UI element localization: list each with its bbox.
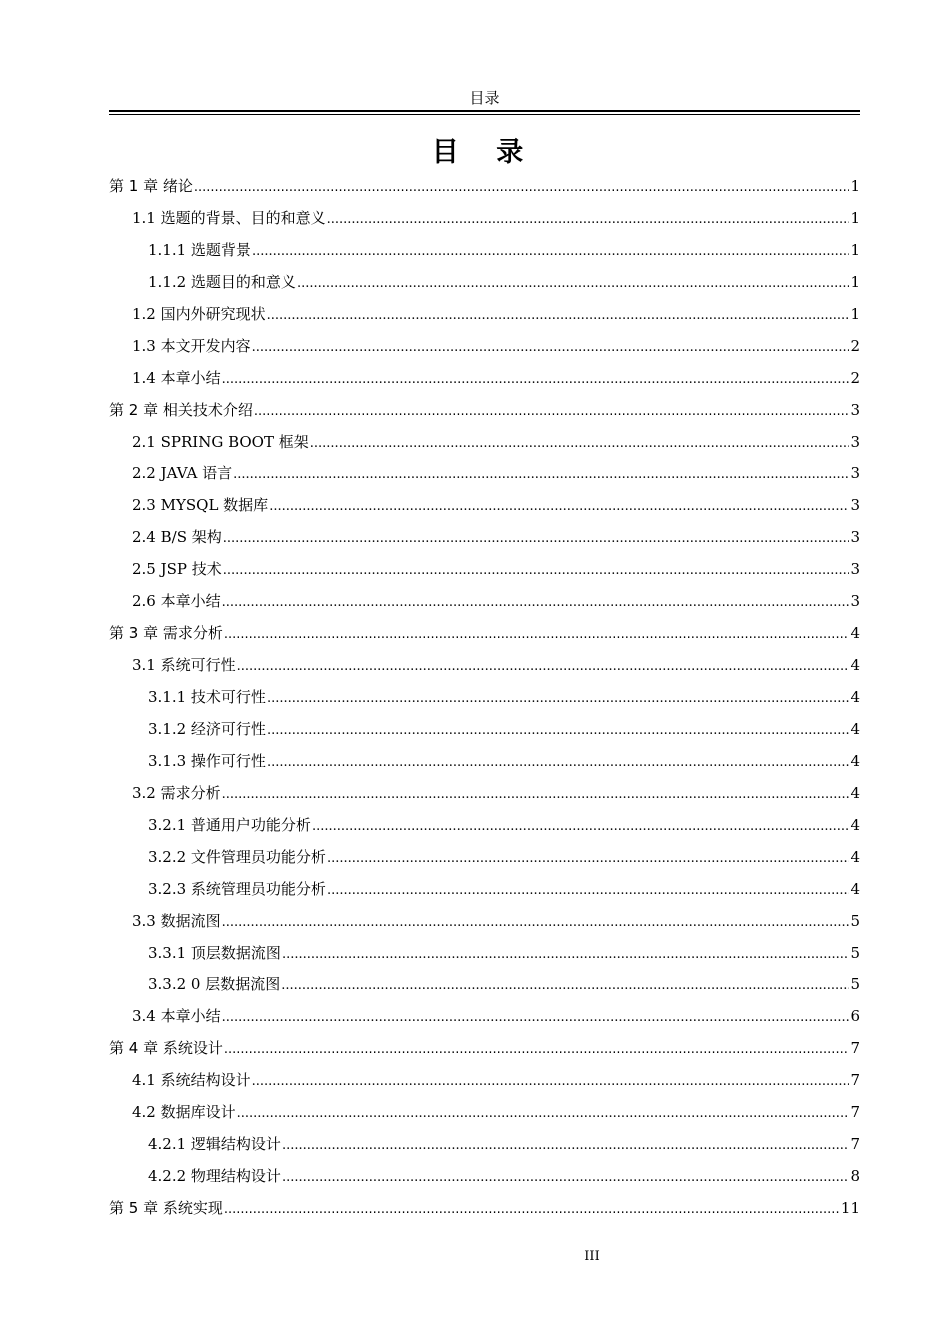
- toc-entry-page: 4: [850, 847, 860, 866]
- toc-entry-label: 3.2.3 系统管理员功能分析: [148, 879, 326, 898]
- table-of-contents: [109, 171, 860, 1225]
- toc-dot-leader: [267, 746, 850, 779]
- toc-dot-leader: [310, 427, 850, 460]
- toc-entry-label: 第 5 章 系统实现: [109, 1199, 223, 1217]
- toc-entry[interactable]: [109, 874, 860, 906]
- toc-entry[interactable]: [109, 395, 860, 427]
- toc-entry[interactable]: [109, 650, 860, 682]
- toc-entry-page: 1: [850, 177, 860, 195]
- toc-entry[interactable]: [109, 554, 860, 586]
- toc-entry-label: 2.1 SPRING BOOT 框架: [132, 432, 309, 451]
- toc-entry[interactable]: [109, 746, 860, 778]
- toc-entry-label: 第 4 章 系统设计: [109, 1039, 223, 1058]
- toc-entry-page: 1: [850, 208, 860, 227]
- toc-entry-label: 第 1 章 绪论: [109, 177, 193, 195]
- toc-entry-label: 3.1 系统可行性: [132, 656, 236, 675]
- toc-entry-label: 4.2.1 逻辑结构设计: [148, 1135, 281, 1154]
- toc-entry-label: 3.2.2 文件管理员功能分析: [148, 847, 326, 866]
- toc-entry-page: 4: [850, 783, 860, 802]
- toc-entry-page: 7: [850, 1039, 860, 1058]
- toc-entry-label: 3.1.1 技术可行性: [148, 688, 266, 706]
- toc-entry[interactable]: [109, 810, 860, 842]
- toc-entry[interactable]: [109, 490, 860, 522]
- toc-entry-page: 5: [850, 975, 860, 994]
- toc-entry-page: 3: [850, 432, 860, 451]
- toc-dot-leader: [327, 874, 850, 907]
- toc-entry-label: 2.4 B/S 架构: [132, 528, 222, 547]
- running-header: 目录: [469, 89, 500, 107]
- toc-entry-page: 4: [850, 656, 860, 675]
- toc-entry-page: 4: [850, 688, 860, 706]
- toc-title: 目 录: [431, 137, 538, 168]
- toc-entry-page: 3: [850, 592, 860, 611]
- toc-entry-page: 4: [850, 751, 860, 770]
- toc-dot-leader: [222, 586, 850, 619]
- toc-entry[interactable]: [109, 1129, 860, 1161]
- toc-dot-leader: [252, 1065, 850, 1098]
- toc-entry-label: 4.1 系统结构设计: [132, 1071, 251, 1090]
- toc-dot-leader: [269, 490, 849, 523]
- toc-dot-leader: [194, 171, 850, 204]
- toc-dot-leader: [282, 1129, 850, 1162]
- toc-dot-leader: [312, 810, 850, 843]
- toc-entry-label: 第 2 章 相关技术介绍: [109, 400, 253, 419]
- toc-entry-page: 6: [850, 1007, 860, 1026]
- toc-entry[interactable]: [109, 714, 860, 746]
- toc-entry-page: 3: [850, 496, 860, 515]
- toc-entry[interactable]: [109, 938, 860, 970]
- toc-entry[interactable]: [109, 586, 860, 618]
- toc-entry-page: 5: [850, 943, 860, 962]
- toc-entry[interactable]: [109, 363, 860, 395]
- toc-entry-page: 7: [850, 1103, 860, 1122]
- toc-entry-label: 1.1 选题的背景、目的和意义: [132, 208, 326, 227]
- toc-entry-label: 1.1.1 选题背景: [148, 240, 251, 259]
- toc-entry-label: 4.2 数据库设计: [132, 1103, 236, 1122]
- toc-entry-page: 7: [850, 1071, 860, 1090]
- toc-entry[interactable]: [109, 203, 860, 235]
- toc-entry-page: 5: [850, 911, 860, 930]
- toc-entry-page: 4: [850, 815, 860, 834]
- toc-entry-label: 1.1.2 选题目的和意义: [148, 272, 296, 291]
- toc-entry-page: 4: [850, 719, 860, 738]
- toc-entry[interactable]: [109, 331, 860, 363]
- toc-entry-page: 3: [850, 560, 860, 579]
- toc-dot-leader: [222, 906, 850, 939]
- toc-entry[interactable]: [109, 1001, 860, 1033]
- toc-entry-page: 11: [840, 1199, 860, 1217]
- toc-entry[interactable]: [109, 267, 860, 299]
- toc-entry-label: 4.2.2 物理结构设计: [148, 1167, 281, 1186]
- toc-dot-leader: [224, 618, 850, 651]
- toc-entry-label: 3.1.2 经济可行性: [148, 719, 266, 738]
- toc-entry-label: 3.3.2 0 层数据流图: [148, 975, 281, 994]
- toc-entry[interactable]: [109, 906, 860, 938]
- toc-entry-label: 3.1.3 操作可行性: [148, 751, 266, 770]
- toc-dot-leader: [282, 938, 850, 971]
- toc-dot-leader: [267, 682, 850, 715]
- toc-entry[interactable]: [109, 458, 860, 490]
- toc-dot-leader: [252, 331, 850, 364]
- toc-dot-leader: [222, 778, 850, 811]
- toc-dot-leader: [282, 1161, 850, 1194]
- toc-entry[interactable]: [109, 1033, 860, 1065]
- toc-entry-label: 2.2 JAVA 语言: [132, 464, 233, 483]
- toc-dot-leader: [267, 299, 850, 332]
- toc-entry-label: 第 3 章 需求分析: [109, 624, 223, 643]
- toc-entry[interactable]: [109, 1097, 860, 1129]
- toc-entry-page: 3: [850, 528, 860, 547]
- toc-entry-label: 3.2.1 普通用户功能分析: [148, 815, 311, 834]
- toc-dot-leader: [223, 522, 850, 555]
- toc-entry-label: 3.4 本章小结: [132, 1007, 221, 1026]
- toc-entry-label: 3.2 需求分析: [132, 783, 221, 802]
- toc-entry[interactable]: [109, 682, 860, 714]
- toc-entry[interactable]: [109, 299, 860, 331]
- toc-entry[interactable]: [109, 618, 860, 650]
- toc-entry-page: 3: [850, 464, 860, 483]
- toc-entry-page: 7: [850, 1135, 860, 1154]
- toc-entry-page: 3: [850, 400, 860, 419]
- toc-entry[interactable]: [109, 1161, 860, 1193]
- header-rule-thin: [109, 114, 860, 115]
- toc-entry[interactable]: [109, 842, 860, 874]
- header-rule-thick: [109, 110, 860, 112]
- toc-entry-label: 2.5 JSP 技术: [132, 560, 222, 579]
- toc-entry[interactable]: [109, 1065, 860, 1097]
- toc-entry[interactable]: [109, 235, 860, 267]
- toc-entry-label: 1.2 国内外研究现状: [132, 304, 266, 323]
- toc-entry[interactable]: [109, 1193, 860, 1225]
- toc-entry-page: 8: [850, 1167, 860, 1186]
- toc-entry-page: 2: [850, 336, 860, 355]
- toc-entry[interactable]: [109, 427, 860, 459]
- toc-entry[interactable]: [109, 171, 860, 203]
- toc-entry-label: 2.6 本章小结: [132, 592, 221, 611]
- page-number: III: [584, 1249, 600, 1264]
- toc-entry-page: 1: [850, 272, 860, 291]
- toc-dot-leader: [237, 1097, 850, 1130]
- toc-entry[interactable]: [109, 969, 860, 1001]
- toc-dot-leader: [233, 458, 849, 491]
- toc-entry-page: 4: [850, 624, 860, 643]
- toc-entry-label: 2.3 MYSQL 数据库: [132, 496, 269, 515]
- toc-entry[interactable]: [109, 778, 860, 810]
- toc-entry-label: 1.3 本文开发内容: [132, 336, 251, 355]
- toc-dot-leader: [252, 235, 850, 268]
- toc-dot-leader: [254, 395, 850, 428]
- toc-dot-leader: [222, 363, 850, 396]
- toc-dot-leader: [327, 203, 850, 236]
- toc-entry-page: 1: [850, 240, 860, 259]
- toc-entry-page: 1: [850, 304, 860, 323]
- toc-dot-leader: [281, 969, 849, 1002]
- toc-dot-leader: [327, 842, 850, 875]
- toc-entry[interactable]: [109, 522, 860, 554]
- toc-entry-label: 3.3 数据流图: [132, 911, 221, 930]
- toc-dot-leader: [237, 650, 850, 683]
- toc-dot-leader: [267, 714, 850, 747]
- toc-dot-leader: [223, 554, 850, 587]
- toc-entry-page: 2: [850, 368, 860, 387]
- toc-dot-leader: [224, 1193, 840, 1226]
- toc-entry-label: 1.4 本章小结: [132, 368, 221, 387]
- toc-dot-leader: [222, 1001, 850, 1034]
- toc-dot-leader: [297, 267, 850, 300]
- toc-dot-leader: [224, 1033, 850, 1066]
- toc-entry-page: 4: [850, 879, 860, 898]
- toc-entry-label: 3.3.1 顶层数据流图: [148, 943, 281, 962]
